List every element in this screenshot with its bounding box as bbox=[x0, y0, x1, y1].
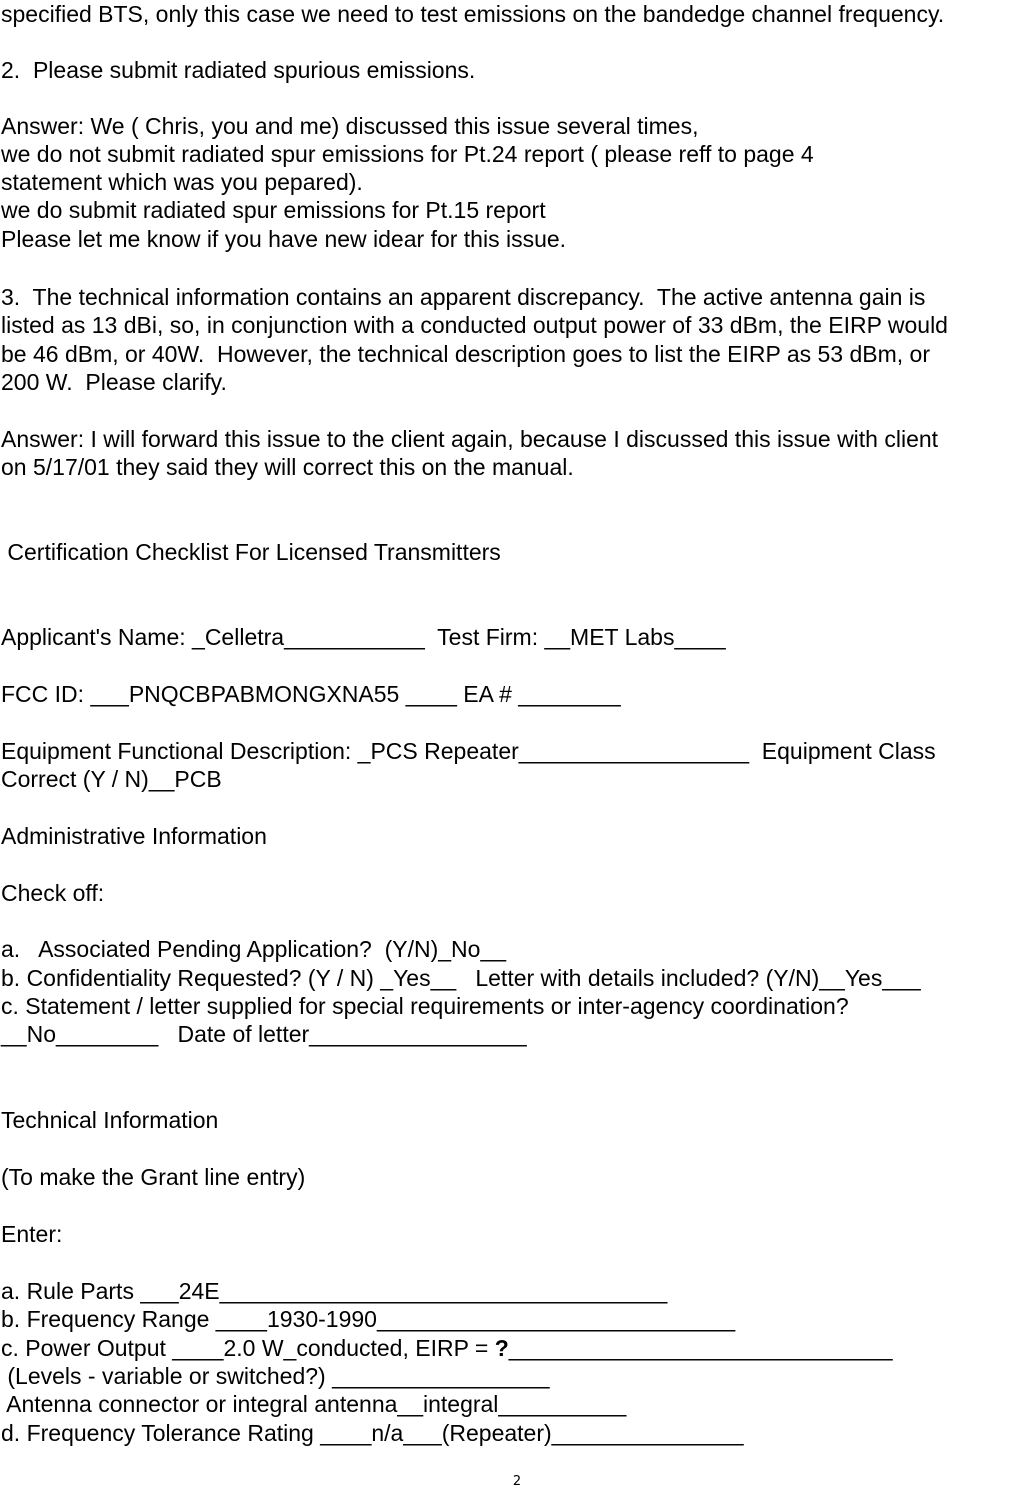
antenna-connector-line: Antenna connector or integral antenna__integral__________ bbox=[1, 1391, 627, 1417]
technical-info-heading: Technical Information bbox=[1, 1107, 219, 1133]
answer-3-line-2: on 5/17/01 they said they will correct this on the manual. bbox=[1, 454, 574, 480]
item-a-rule-parts: a. Rule Parts ___24E___________________________________ bbox=[1, 1278, 668, 1304]
answer-2-line-1: Answer: We ( Chris, you and me) discussed this issue several times, bbox=[1, 113, 699, 139]
item-c-date-of-letter: __No________ Date of letter_________________ bbox=[1, 1021, 527, 1047]
fcc-id-line: FCC ID: ___PNQCBPABMONGXNA55 ____ EA # ________ bbox=[1, 681, 621, 707]
question-3-line-3: be 46 dBm, or 40W. However, the technical description goes to list the EIRP as 53 dBm, or bbox=[1, 341, 930, 367]
eirp-question-mark: ? bbox=[494, 1335, 509, 1361]
grant-line-entry-note: (To make the Grant line entry) bbox=[1, 1164, 306, 1190]
administrative-info-heading: Administrative Information bbox=[1, 823, 267, 849]
text-line-bts-bandedge: specified BTS, only this case we need to test emissions on the bandedge channel frequency. bbox=[1, 1, 945, 27]
applicant-name-line: Applicant's Name: _Celletra___________ Test Firm: __MET Labs____ bbox=[1, 624, 726, 650]
equipment-description-line-2: Correct (Y / N)__PCB bbox=[1, 766, 222, 792]
check-off-label: Check off: bbox=[1, 880, 105, 906]
power-output-text: c. Power Output ____2.0 W_conducted, EIRP = bbox=[1, 1335, 495, 1361]
answer-2-line-2: we do not submit radiated spur emissions for Pt.24 report ( please reff to page 4 bbox=[1, 141, 814, 167]
question-2-spurious: 2. Please submit radiated spurious emissions. bbox=[1, 57, 476, 83]
answer-2-line-5: Please let me know if you have new idear for this issue. bbox=[1, 226, 567, 252]
item-c-power-output bbox=[1, 1334, 893, 1362]
equipment-description-line-1: Equipment Functional Description: _PCS Repeater__________________ Equipment Class bbox=[1, 738, 936, 764]
answer-2-line-4: we do submit radiated spur emissions for Pt.15 report bbox=[1, 197, 546, 223]
question-3-line-2: listed as 13 dBi, so, in conjunction with a conducted output power of 33 dBm, the EIRP would bbox=[1, 312, 948, 338]
question-3-line-1: 3. The technical information contains an apparent discrepancy. The active antenna gain is bbox=[1, 284, 926, 310]
answer-2-line-3: statement which was you pepared). bbox=[1, 169, 363, 195]
power-output-blank: ______________________________ bbox=[508, 1335, 893, 1361]
item-c-statement-letter: c. Statement / letter supplied for special requirements or inter-agency coordination? bbox=[1, 993, 849, 1019]
question-3-line-4: 200 W. Please clarify. bbox=[1, 369, 227, 395]
enter-label: Enter: bbox=[1, 1221, 63, 1247]
item-b-frequency-range: b. Frequency Range ____1930-1990____________________________ bbox=[1, 1306, 736, 1332]
page-number: 2 bbox=[512, 1474, 522, 1489]
item-a-pending-application: a. Associated Pending Application? (Y/N)_No__ bbox=[1, 936, 507, 962]
levels-variable-switched: (Levels - variable or switched?) _________________ bbox=[1, 1363, 550, 1389]
item-b-confidentiality: b. Confidentiality Requested? (Y / N) _Yes__ Letter with details included? (Y/N)__Yes___ bbox=[1, 965, 921, 991]
item-d-frequency-tolerance: d. Frequency Tolerance Rating ____n/a___(Repeater)_______________ bbox=[1, 1420, 744, 1446]
checklist-heading: Certification Checklist For Licensed Transmitters bbox=[1, 539, 501, 565]
answer-3-line-1: Answer: I will forward this issue to the client again, because I discussed this issue with client bbox=[1, 426, 939, 452]
